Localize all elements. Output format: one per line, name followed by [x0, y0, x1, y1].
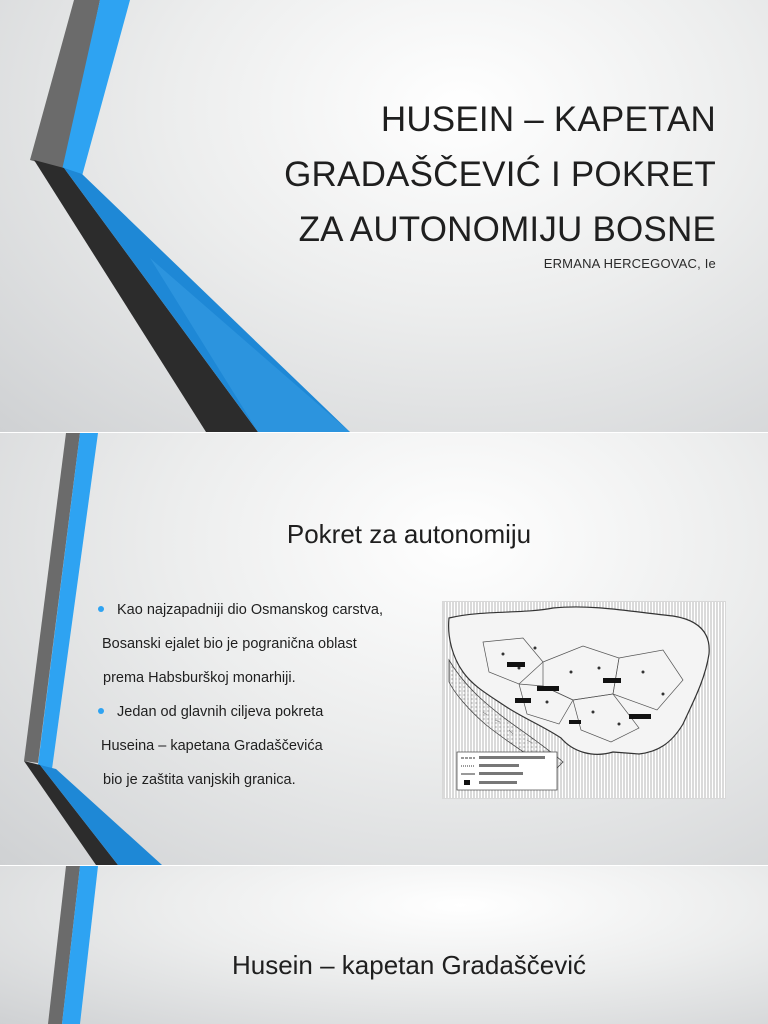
bullet-list: [100, 593, 445, 797]
bullet-text: Kao najzapadniji dio Osmanskog carstva,: [117, 602, 383, 618]
historical-map-image: [442, 601, 726, 799]
map-illustration: [443, 602, 725, 798]
presentation-title: [156, 92, 716, 257]
text-line: prema Habsburškoj monarhiji.: [103, 670, 296, 686]
title-slide: [0, 0, 768, 432]
title-line: GRADAŠČEVIĆ I POKRET: [284, 155, 716, 194]
bullet-icon: [98, 606, 104, 612]
text-line: Huseina – kapetana Gradaščevića: [101, 738, 323, 754]
slide-heading: Husein – kapetan Gradaščević: [231, 950, 587, 980]
title-line: HUSEIN – KAPETAN: [380, 100, 716, 139]
text-line: Bosanski ejalet bio je pogranična oblast: [102, 636, 357, 652]
bullet-icon: [98, 708, 104, 714]
content-slide: [0, 433, 768, 865]
text-line: bio je zaštita vanjskih granica.: [103, 772, 296, 788]
content-slide: [0, 866, 768, 1024]
author-subtitle: ERMANA HERCEGOVAC, Ie: [543, 256, 716, 271]
bullet-text: Jedan od glavnih ciljeva pokreta: [117, 704, 324, 720]
slide-heading: Pokret za autonomiju: [286, 519, 532, 549]
title-line: ZA AUTONOMIJU BOSNE: [298, 210, 716, 249]
bullet-line: [100, 593, 445, 627]
slide-decoration: [0, 866, 768, 1024]
bullet-line: [100, 695, 445, 729]
